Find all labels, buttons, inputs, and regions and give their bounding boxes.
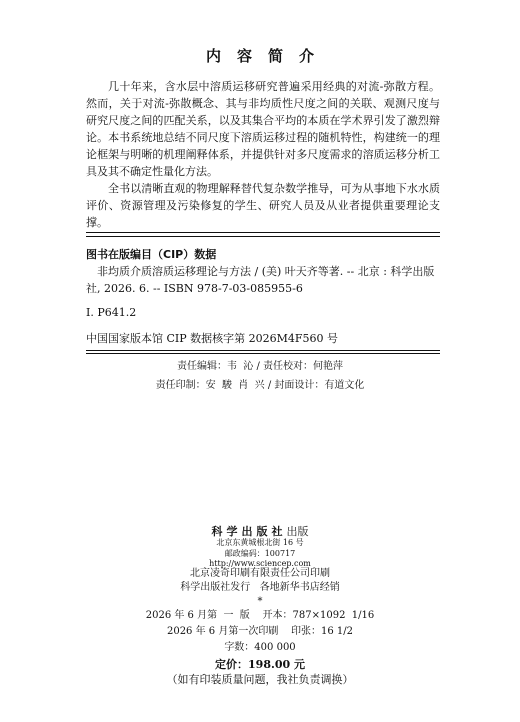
divider-top-thick: [86, 232, 440, 233]
divider-bottom-thin: [86, 350, 440, 351]
separator-star: *: [257, 596, 263, 607]
summary-paragraph-1: 几十年来，含水层中溶质运移研究普遍采用经典的对流-弥散方程。然而，关于对流-弥散概念、其与非均质性尺度之间的关联、观测尺度与研究尺度之间的匹配关系，以及其集合平均的本质在学术界引发了激烈辩论。本书系统地总结不同尺度下溶质运移过程的随机特性，构建统一的理论框架与明晰的机理阐释体系，并提供针对多尺度需求的溶质运移分析工具及其不确定性量化方法。: [86, 80, 440, 178]
summary-title: 内容简介: [205, 47, 330, 65]
price: 定价：198.00 元: [215, 658, 305, 671]
word-count: 字数：400 000: [224, 642, 296, 653]
distribution-line: 科学出版社发行 各地新华书店经销: [180, 582, 340, 593]
edition-line: 2026 年 6 月第 一 版 开本：787×1092 1/16: [145, 610, 375, 621]
divider-bottom-thick: [86, 353, 440, 354]
credits-line-editors: 责任编辑：韦 沁 / 责任校对：何艳萍: [176, 361, 344, 372]
cip-number: 中国国家版本馆 CIP 数据核字第 2026M4F560 号: [86, 332, 339, 345]
publisher-name: 科学出版社: [211, 525, 287, 538]
publisher-postcode: 邮政编码：100717: [224, 549, 296, 558]
cip-record: 非均质介质溶质运移理论与方法 / (美) 叶天齐等著. -- 北京 : 科学出版社, 2026. 6. -- ISBN 978-7-03-085955-6: [86, 265, 435, 295]
publisher-name-suffix: 出版: [286, 525, 309, 538]
cip-classification: Ⅰ. P641.2: [86, 306, 137, 319]
cip-heading: 图书在版编目（CIP）数据: [86, 248, 217, 261]
quality-notice: （如有印装质量问题，我社负责调换）: [166, 673, 354, 686]
printer-line: 北京凌奇印刷有限责任公司印刷: [190, 568, 330, 579]
publisher-url: http://www.sciencep.com: [209, 559, 311, 568]
credits-line-production: 责任印制：安 駿 肖 兴 / 封面设计：有道文化: [155, 380, 365, 391]
summary-paragraph-2: 全书以清晰直观的物理解释替代复杂数学推导，可为从事地下水水质评价、资源管理及污染修复的学生、研究人员及从业者提供重要理论支撑。: [86, 182, 440, 229]
printing-line: 2026 年 6 月第一次印刷 印张：16 1/2: [166, 626, 354, 637]
divider-top-thin: [86, 236, 440, 237]
publisher-address: 北京东黄城根北街 16 号: [216, 538, 304, 547]
